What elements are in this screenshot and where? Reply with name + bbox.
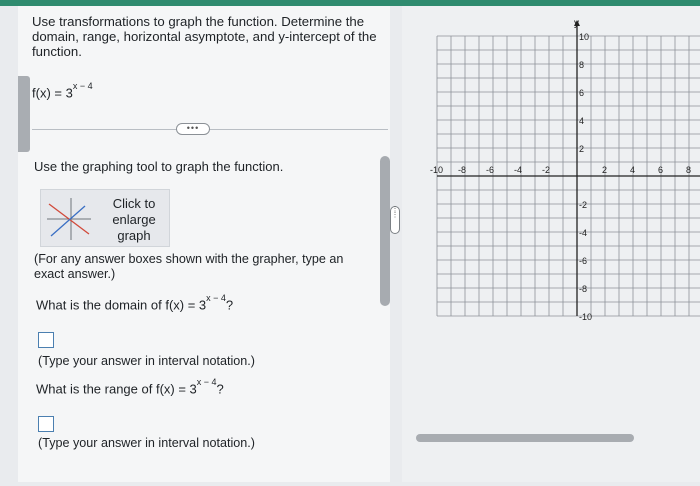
x-tick-label: -8 xyxy=(458,165,467,175)
range-hint: (Type your answer in interval notation.) xyxy=(38,436,255,450)
range-exponent: x − 4 xyxy=(196,377,217,387)
coordinate-grid[interactable] xyxy=(402,6,700,482)
y-tick-label: 8 xyxy=(579,60,585,70)
x-tick-label: 8 xyxy=(686,165,692,175)
y-tick-label: 2 xyxy=(579,144,585,154)
y-tick-label: 4 xyxy=(579,116,585,126)
function-label: f(x) = 3 xyxy=(32,85,73,101)
domain-exponent: x − 4 xyxy=(206,293,226,303)
y-tick-label: -4 xyxy=(579,228,588,238)
y-tick-label: 10 xyxy=(579,32,590,42)
graph-pane xyxy=(402,6,700,482)
range-question-text: What is the range of f(x) = 3 xyxy=(36,381,197,397)
y-axis-label: y xyxy=(574,18,579,29)
question-prompt: Use transformations to graph the function. Determine the domain, range, horizontal asymptote, and y-intercept of the function. xyxy=(32,14,377,59)
y-tick-label: -6 xyxy=(579,256,588,266)
graph-instruction: Use the graphing tool to graph the function. xyxy=(34,159,284,174)
function-definition xyxy=(32,81,93,101)
domain-question-mark: ? xyxy=(225,297,234,313)
x-tick-label: -4 xyxy=(514,165,523,175)
x-tick-label: -2 xyxy=(542,165,551,175)
enlarge-graph-button[interactable] xyxy=(40,189,170,247)
mini-graph-icon xyxy=(45,196,93,242)
function-exponent: x − 4 xyxy=(72,81,93,91)
y-tick-label: -8 xyxy=(579,284,588,294)
graph-horizontal-scrollbar[interactable] xyxy=(416,434,634,442)
x-tick-label: 6 xyxy=(658,165,664,175)
y-tick-label: -10 xyxy=(579,312,593,322)
y-tick-label: 6 xyxy=(579,88,585,98)
section-divider xyxy=(32,129,388,130)
question-pane xyxy=(18,6,390,482)
pane-splitter-handle[interactable]: ⋮ ⋮ xyxy=(390,206,400,234)
enlarge-graph-label: Click to enlarge graph xyxy=(112,196,156,243)
y-tick-label: -2 xyxy=(579,200,588,210)
range-answer-input[interactable] xyxy=(38,416,54,432)
x-tick-label: 2 xyxy=(602,165,608,175)
more-options-button[interactable]: ••• xyxy=(176,123,210,135)
domain-hint: (Type your answer in interval notation.) xyxy=(38,354,255,368)
answer-note: (For any answer boxes shown with the grapher, type an exact answer.) xyxy=(34,252,344,281)
domain-answer-input[interactable] xyxy=(38,332,54,348)
range-question xyxy=(36,377,224,397)
domain-question-text: What is the domain of f(x) = 3 xyxy=(36,297,207,313)
x-tick-label: -10 xyxy=(430,165,444,175)
domain-question xyxy=(36,293,234,313)
x-tick-label: -6 xyxy=(486,165,495,175)
question-scrollbar[interactable] xyxy=(380,156,390,306)
range-question-mark: ? xyxy=(216,381,224,397)
x-tick-label: 4 xyxy=(630,165,636,175)
left-panel-tab[interactable] xyxy=(18,76,30,152)
